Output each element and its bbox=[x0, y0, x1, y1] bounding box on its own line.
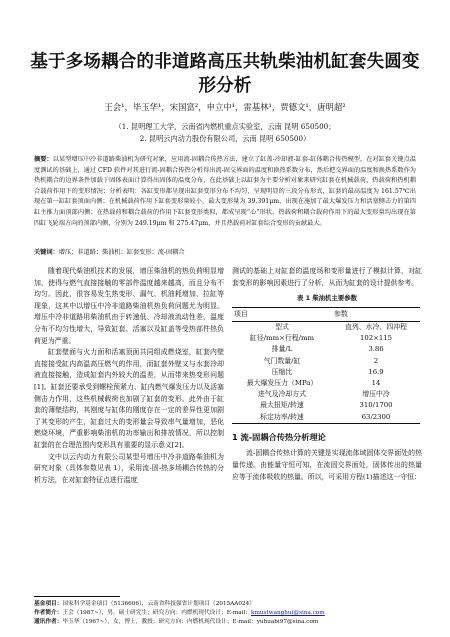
table-header-cell: 项目 bbox=[232, 307, 332, 321]
table-cell: 310/1700 bbox=[359, 401, 393, 410]
table-header-cell: 参数 bbox=[332, 307, 420, 321]
table-cell: 最大爆发压力（MPa） bbox=[246, 379, 318, 387]
keywords bbox=[34, 248, 416, 258]
table-cell: 2 bbox=[373, 356, 379, 365]
author-note-label: 作者简介： bbox=[34, 610, 63, 617]
table-cell: 进气及冷却方式 bbox=[257, 390, 307, 399]
table-cell: 16.9 bbox=[368, 367, 384, 376]
table-row bbox=[232, 412, 420, 424]
affiliation-1: （1. 昆明理工大学，云南省内燃机重点实验室，云南 昆明 650500； bbox=[114, 122, 336, 131]
table-cell: 14 bbox=[371, 379, 381, 387]
fund-text: 国家科学基金项目（5136606），云南省科技强省计划项目（2015AA024） bbox=[62, 601, 255, 607]
corresponding-text: 毕玉华（1967~），女，博士，教授；研究方向：内燃机现代设计；E-mail： bbox=[62, 619, 257, 626]
table-row bbox=[232, 400, 420, 411]
abstract-text: 以某型增压中冷非道路柴油机为研究对象，应用流-固耦合传热方法，建立了缸盖-冷却液-缸套-缸体耦合传热模型，在对缸套关键点温度测试的基础上，通过 CFD 软件对其进行流-固耦合传热分析得出流-固交界面的温度和换热系数分布，然后把交界面的温度和换热系数作为热机耦合的边界条件加载于固体表面计算得出固体的温度分布，在此基础上以缸套为主要分析对象来研究缸套在机械载荷、热载荷和热机耦合载荷作用下的变形情况；分析表明：各缸变形都呈现出缸套变形分布不均匀，呈现明显的三段分布形式，缸套的最高温度为 161.57℃出现在第一缸缸套顶面内侧；在机械载荷作用下缸套变形量较小，最大变形量为 39.391μm，出现在施加了最大爆发压力和活塞侧击力的第四缸主推力面顶部内侧；在热载荷和耦合载荷的作用下缸套变形类似，都成呈现“心”形状，热载荷和耦合载荷作用下的最大变形量均出现在第四缸飞轮端方向的顶部内侧，分别为 249.19μm 和 275.47μm，并且热载荷对缸套综合变形的贡献最大。 bbox=[34, 156, 417, 227]
table-row bbox=[232, 344, 420, 355]
author-note bbox=[34, 609, 424, 618]
fund-note bbox=[34, 600, 424, 609]
author-email-link[interactable]: kmustwanghui@sina.com bbox=[251, 610, 325, 617]
author-note-text: 王会（1987~），男，硕士研究生；研究方向：内燃机现代设计；E-mail： bbox=[62, 610, 251, 617]
table-header-row bbox=[232, 307, 420, 321]
table-cell: 排量/L bbox=[271, 345, 293, 354]
body-paragraph: 文中以云内动力有限公司某型号增压中冷非道路柴油机为研究对象（具体参数见表 1），采用流-固-热多场耦合传热的分析方法，在对缸套特征点进行温度 bbox=[34, 452, 224, 484]
corresponding-label: 通讯作者： bbox=[34, 619, 63, 626]
corresponding-note bbox=[34, 618, 424, 627]
section-heading: 1 流-固耦合传热分析理论 bbox=[232, 431, 326, 442]
abstract bbox=[34, 155, 416, 229]
affiliations bbox=[40, 121, 410, 145]
right-column bbox=[232, 266, 422, 483]
body-paragraph: 随着现代柴油机技术的发展，增压柴油机的热负荷明显增加，使得与燃气直接接触的零部件温度越来越高，而且分布不均匀。因此，很容易发生热变形、漏气、机油耗增加、拉缸等现象，这其中以增压中冷非道路柴油机热负荷问题尤为明显。增压中冷非道路用柴油机由于转速低、冷却液流动性差，温度分布不均匀性增大，导致缸套、活塞以及缸盖等受热部件热负荷更为严重。 bbox=[34, 267, 224, 345]
table-caption: 表 1 柴油机主要参数 bbox=[296, 294, 358, 303]
author-list: 王会¹，毕玉华¹，宋国富²，申立中¹，雷基林¹，贾德文¹，唐明超² bbox=[104, 102, 346, 112]
body-paragraph: 流-固耦合传热计算的关键是实现流体域固体交界面处的热量传递。由能量守恒可知，在流固交界面处，固体传出的热量应等于流体吸收的热量。所以，可采用方程(1)描述这一守恒： bbox=[232, 449, 422, 481]
table-row bbox=[232, 378, 420, 389]
abstract-label: 摘要： bbox=[34, 156, 53, 163]
table-cell: 型式 bbox=[275, 322, 289, 331]
keywords-label: 关键词： bbox=[34, 249, 59, 256]
table-cell: 气门数量/缸 bbox=[263, 356, 301, 365]
table-cell: 3.86 bbox=[368, 345, 384, 354]
table-row bbox=[232, 333, 420, 344]
table-row bbox=[232, 367, 420, 378]
fund-label: 基金项目： bbox=[34, 601, 63, 607]
footnotes bbox=[34, 600, 424, 628]
keywords-text: 增压；非道路；柴油机；缸套变形；流-固耦合 bbox=[58, 249, 185, 256]
affiliation-2: 2. 昆明云内动力股份有限公司，云南 昆明 650500） bbox=[139, 134, 311, 143]
table-cell: 压缩比 bbox=[271, 367, 293, 376]
table-row bbox=[232, 321, 420, 333]
body-paragraph: 缸套壁面与火力面和活塞顶面共同组成燃烧室，缸套内壁直接接受缸内高温高压燃气的作用，而缸套外壁又与水套冷却液直接接触，造成缸套内外较大的温差，从而带来热变形问题[1]。缸套还要承受到螺栓预紧力、缸内燃气爆发压力以及活塞侧击力作用，这些机械载荷也加剧了缸套的变形。此外由于缸套的薄壁结构，其刚度与缸体的刚度存在一定的差异性更加剧了其变形的产生，缸套过大的变形量会导致串气量增加，恶化燃烧环境，严重影响柴油机的功率输出和排放情况，所以控制缸套的在合理范围内变形具有重要的显示意义[2]。 bbox=[34, 348, 224, 449]
table-cell: 63/2300 bbox=[361, 412, 391, 421]
table-row bbox=[232, 356, 420, 367]
corresponding-email[interactable]: yuhuabi97@sina.com bbox=[256, 619, 319, 626]
table-cell: 增压中冷 bbox=[362, 390, 390, 399]
engine-parameters-table bbox=[232, 307, 420, 424]
paper-title: 基于多场耦合的非道路高压共轨柴油机缸套失圆变形分析 bbox=[30, 52, 420, 96]
table-cell: 最大扭矩/转速 bbox=[260, 401, 304, 410]
body-paragraph: 测试的基础上对缸套的温度场和变形量进行了模拟计算，对缸套变形的影响因素进行了分析，从而为缸套的设计提供参考。 bbox=[232, 267, 422, 287]
table-cell: 直列、水冷、四冲程 bbox=[344, 322, 407, 331]
table-cell: 缸径/mm×行程/mm bbox=[249, 334, 315, 343]
left-column bbox=[34, 266, 224, 486]
table-cell: 102×115 bbox=[359, 334, 393, 343]
table-cell: 标定功率/转速 bbox=[260, 412, 304, 421]
table-row bbox=[232, 389, 420, 400]
footnote-divider bbox=[34, 596, 120, 597]
